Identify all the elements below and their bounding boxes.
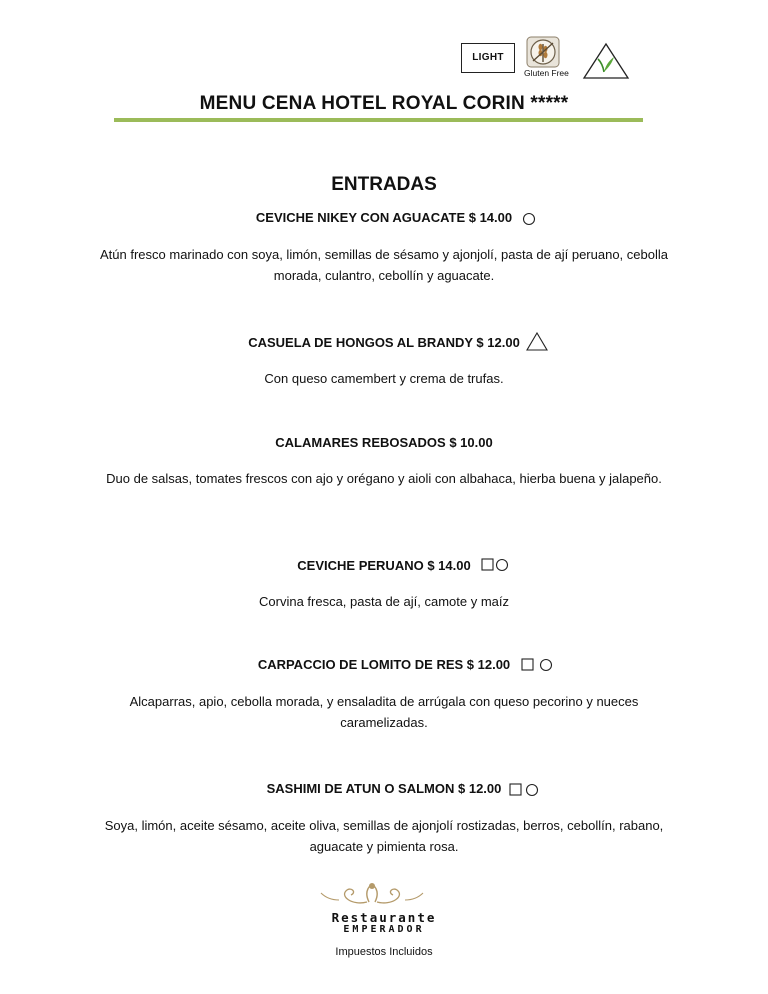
taxes-included-note: Impuestos Incluidos [335, 946, 433, 958]
light-legend-box: LIGHT [461, 43, 515, 73]
dish-name-price: CALAMARES REBOSADOS $ 10.00 [275, 435, 493, 450]
dish-title [0, 335, 768, 350]
restaurant-logo-icon [317, 880, 427, 910]
dish-name-price: SASHIMI DE ATUN O SALMON $ 12.00 [266, 781, 502, 796]
triangle-symbol-icon [526, 332, 548, 352]
dish-title [0, 210, 768, 225]
dish-title [0, 558, 768, 573]
dish-name-price: CEVICHE NIKEY CON AGUACATE $ 14.00 [255, 210, 513, 225]
dish-description: Soya, limón, aceite sésamo, aceite oliva, semillas de ajonjolí rostizadas, berros, cebollín, rabano, aguacate y pimienta rosa. [104, 818, 664, 854]
circle-symbol-icon [522, 212, 536, 226]
dish-name-price: CARPACCIO DE LOMITO DE RES $ 12.00 [257, 657, 511, 672]
square-circle-symbols-icon [481, 558, 513, 572]
dish-title [0, 435, 768, 450]
section-title-entradas: ENTRADAS [331, 174, 437, 195]
dish-name-price: CASUELA DE HONGOS AL BRANDY $ 12.00 [248, 335, 520, 350]
dish-description: Atún fresco marinado con soya, limón, semillas de sésamo y ajonjolí, pasta de ají peruano, cebolla morada, culantro, cebollín y aguacate. [100, 247, 668, 283]
leaf-triangle-icon [582, 42, 630, 80]
dish-description: Alcaparras, apio, cebolla morada, y ensaladita de arrúgala con queso pecorino y nueces caramelizadas. [129, 694, 639, 730]
wheat-icon [525, 36, 561, 68]
logo-text-restaurante: Restaurante [331, 910, 437, 925]
square-circle-symbols-icon [509, 783, 543, 797]
square-circle-symbols-icon [521, 658, 557, 672]
dish-description: Con queso camembert y crema de trufas. [264, 371, 504, 386]
dish-description: Corvina fresca, pasta de ají, camote y maíz [259, 594, 509, 609]
title-divider [114, 118, 643, 122]
logo-text-emperador: EMPERADOR [343, 924, 425, 935]
dish-name-price: CEVICHE PERUANO $ 14.00 [297, 558, 471, 573]
gluten-free-label: Gluten Free [524, 68, 569, 78]
dish-description: Duo de salsas, tomates frescos con ajo y orégano y aioli con albahaca, hierba buena y jalapeño. [106, 471, 662, 486]
dish-title [0, 781, 768, 796]
dish-title [0, 657, 768, 672]
menu-title: MENU CENA HOTEL ROYAL CORIN ***** [199, 93, 569, 114]
